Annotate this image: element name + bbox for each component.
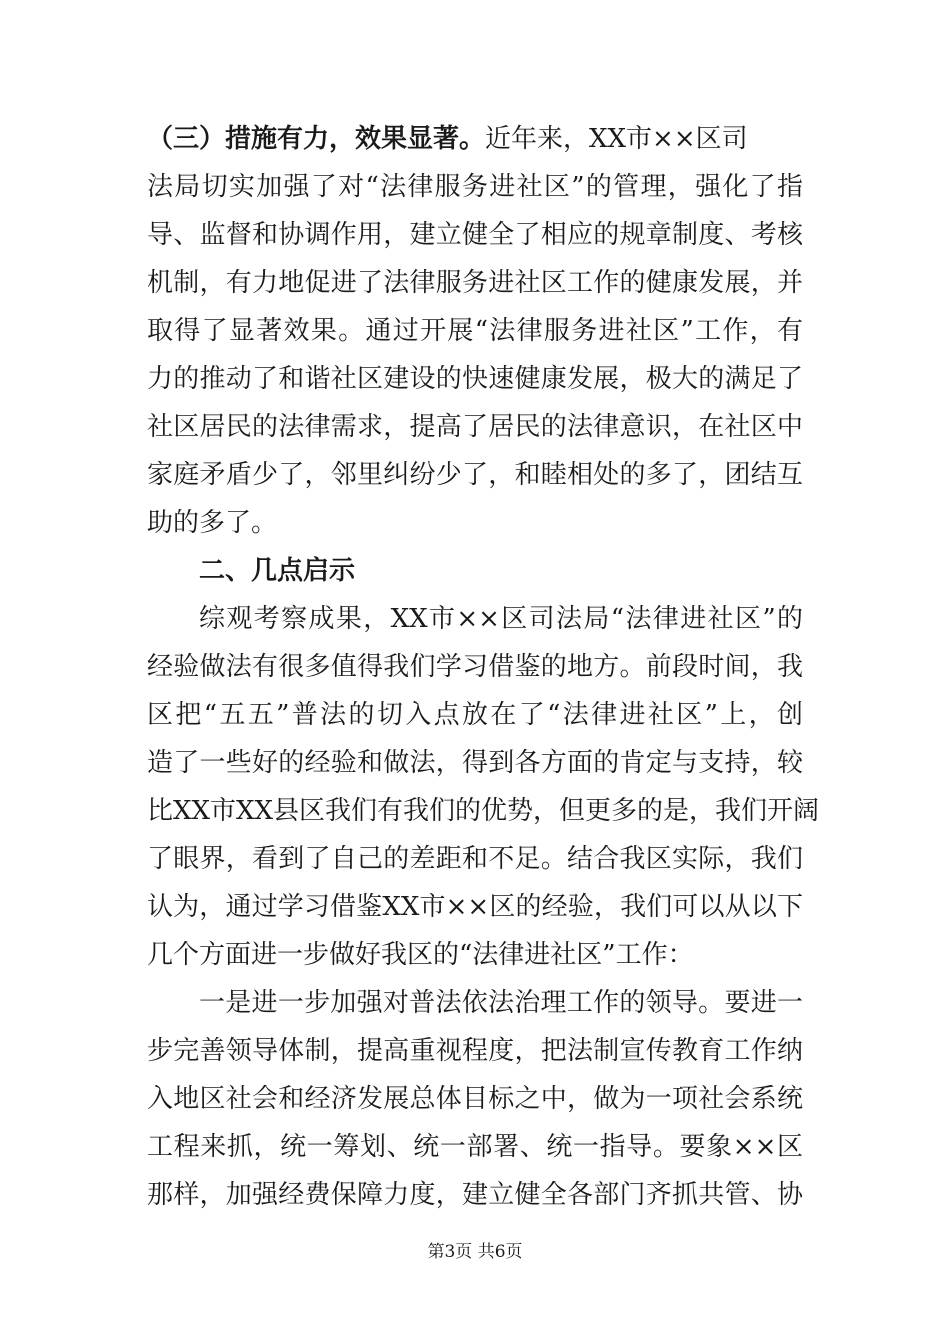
- paragraph-line: 几个方面进一步做好我区的“法律进社区”工作：: [147, 940, 694, 970]
- paragraph-line: 入地区社会和经济发展总体目标之中，做为一项社会系统: [147, 1084, 803, 1114]
- paragraph-line: 步完善领导体制，提高重视程度，把法制宣传教育工作纳: [147, 1036, 803, 1066]
- paragraph-line: 综观考察成果，XX市××区司法局“法律进社区”的: [199, 604, 803, 634]
- paragraph-line: 家庭矛盾少了，邻里纠纷少了，和睦相处的多了，团结互: [147, 460, 803, 490]
- paragraph-line: 导、监督和协调作用，建立健全了相应的规章制度、考核: [147, 220, 803, 250]
- paragraph-line: 经验做法有很多值得我们学习借鉴的地方。前段时间，我: [147, 652, 803, 682]
- paragraph-line: 助的多了。: [147, 508, 278, 538]
- paragraph-line: 了眼界，看到了自己的差距和不足。结合我区实际，我们: [147, 844, 803, 874]
- paragraph-line: 认为，通过学习借鉴XX市××区的经验，我们可以从以下: [147, 892, 803, 922]
- paragraph-line: 那样，加强经费保障力度，建立健全各部门齐抓共管、协: [147, 1180, 803, 1210]
- paragraph-line: 力的推动了和谐社区建设的快速健康发展，极大的满足了: [147, 364, 803, 394]
- page-number-footer: 第3页 共6页: [427, 1242, 523, 1262]
- paragraph-line: 区把“五五”普法的切入点放在了“法律进社区”上，创: [147, 700, 803, 730]
- paragraph-line: 社区居民的法律需求，提高了居民的法律意识，在社区中: [147, 412, 803, 442]
- section-heading: （三）措施有力，效果显著。: [147, 124, 486, 154]
- paragraph-line: 取得了显著效果。通过开展“法律服务进社区”工作，有: [147, 316, 803, 346]
- section-heading: 二、几点启示: [199, 556, 356, 586]
- paragraph-line: 一是进一步加强对普法依法治理工作的领导。要进一: [199, 988, 803, 1018]
- paragraph-line: 造了一些好的经验和做法，得到各方面的肯定与支持，较: [147, 748, 803, 778]
- paragraph-line: [147, 115, 803, 163]
- paragraph-line: 法局切实加强了对“法律服务进社区”的管理，强化了指: [147, 172, 803, 202]
- paragraph-text: 近年来，XX市××区司: [485, 124, 748, 154]
- paragraph-line: 比XX市XX县区我们有我们的优势，但更多的是，我们开阔: [147, 796, 820, 826]
- paragraph-line: 机制，有力地促进了法律服务进社区工作的健康发展，并: [147, 268, 803, 298]
- paragraph-line: 工程来抓，统一筹划、统一部署、统一指导。要象××区: [147, 1132, 803, 1162]
